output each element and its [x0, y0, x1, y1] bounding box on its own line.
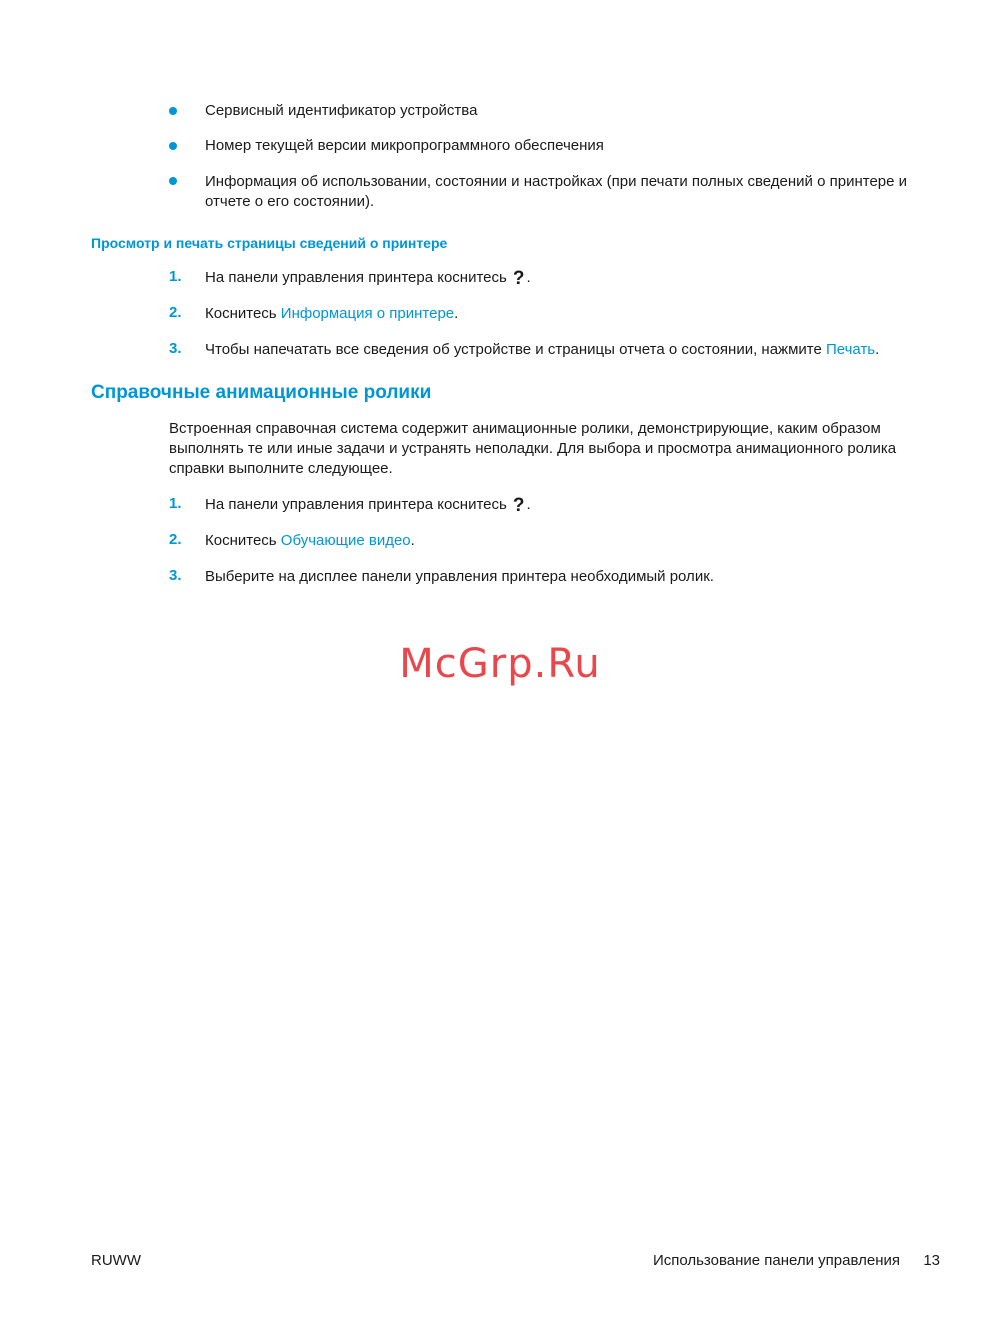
section-heading-help-animations: Справочные анимационные ролики — [91, 382, 432, 403]
step-number: 2. — [169, 531, 182, 548]
step-number: 1. — [169, 268, 182, 285]
step-number: 2. — [169, 304, 182, 321]
bullet-firmware-version: Номер текущей версии микропрограммного обеспечения — [205, 137, 604, 154]
bullet-dot — [169, 142, 177, 150]
step-select-video: Выберите на дисплее панели управления принтера необходимый ролик. — [205, 568, 714, 585]
help-question-icon: ? — [512, 268, 525, 289]
bullet-dot — [169, 107, 177, 115]
bullet-dot — [169, 177, 177, 185]
footer-page-number: 13 — [923, 1252, 940, 1269]
step-number: 1. — [169, 495, 182, 512]
print-link[interactable]: Печать — [825, 341, 876, 358]
help-animations-paragraph: Встроенная справочная система содержит анимационные ролики, демонстрирующие, каким образом выполнять те или иные задачи и устранять неполадки. Для выбора и просмотра анимационного ролика справки выполните следующее. — [169, 420, 897, 477]
training-videos-link[interactable]: Обучающие видео — [280, 532, 411, 549]
bullet-service-id: Сервисный идентификатор устройства — [205, 102, 478, 119]
section-heading-printer-info: Просмотр и печать страницы сведений о принтере — [91, 235, 448, 251]
bullet-usage-info: Информация об использовании, состоянии и настройках (при печати полных сведений о принтере и отчете о его состоянии). — [205, 173, 908, 210]
step-touch-help: На панели управления принтера коснитесь ? . — [205, 268, 531, 289]
step-number: 3. — [169, 340, 182, 357]
printer-info-link[interactable]: Информация о принтере — [280, 305, 455, 322]
step-touch-printer-info: Коснитесь Информация о принтере. — [205, 305, 459, 322]
step-touch-training-videos: Коснитесь Обучающие видео. — [205, 532, 415, 549]
step-touch-help: На панели управления принтера коснитесь ? . — [205, 495, 531, 516]
step-number: 3. — [169, 567, 182, 584]
help-question-icon: ? — [512, 495, 525, 516]
watermark: McGrp.Ru — [399, 641, 601, 687]
footer-chapter-title: Использование панели управления — [652, 1252, 900, 1269]
footer-left-code: RUWW — [91, 1252, 141, 1269]
step-print-report: Чтобы напечатать все сведения об устройстве и страницы отчета о состоянии, нажмите Печать. — [205, 341, 880, 358]
